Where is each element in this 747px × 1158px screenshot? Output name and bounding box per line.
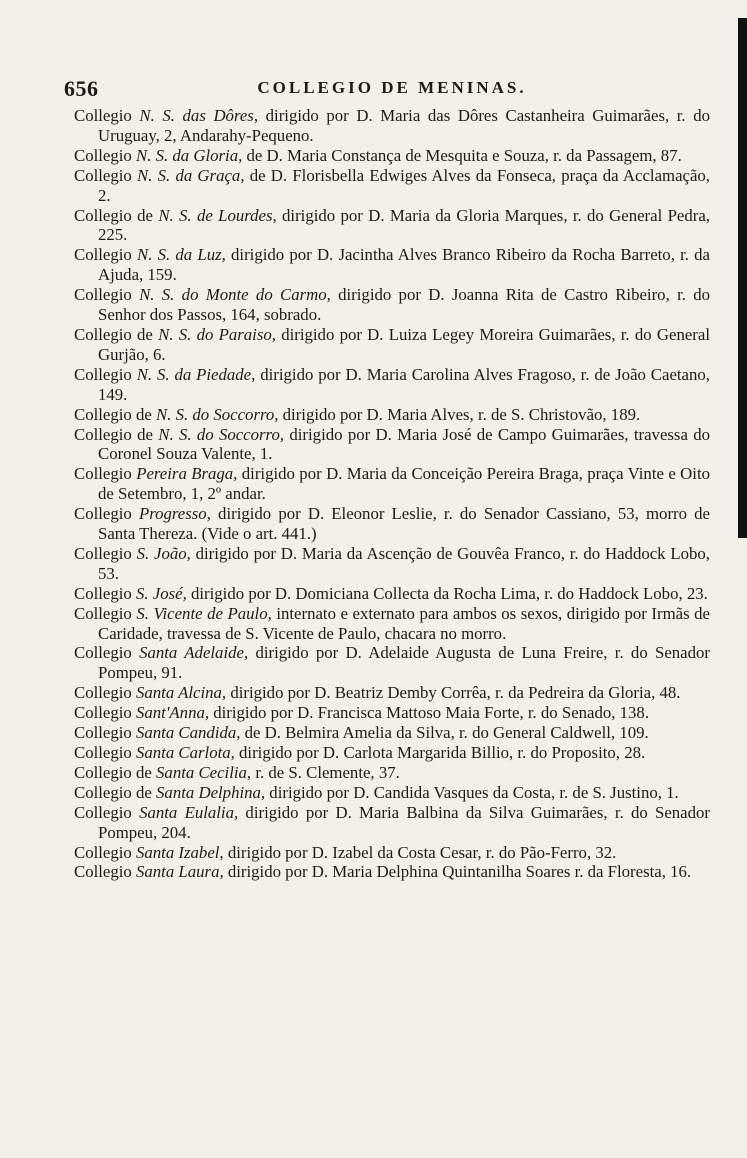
entry-school-name: Pereira Braga, xyxy=(136,464,238,484)
entry-prefix: Collegio xyxy=(74,583,136,603)
entry-prefix: Collegio xyxy=(74,842,136,862)
entry-prefix: Collegio xyxy=(74,543,137,563)
entry-prefix: Collegio xyxy=(74,802,140,822)
entry-details: dirigido por D. Maria da Gloria Marques, r. do General Pedra, 225. xyxy=(98,205,710,245)
entry-school-name: Santa Adelaide, xyxy=(139,643,249,663)
entry-details: dirigido por D. Beatriz Demby Corrêa, r. da Pedreira da Gloria, 48. xyxy=(226,683,681,703)
directory-entry xyxy=(74,285,710,325)
entry-prefix: Collegio xyxy=(74,364,137,384)
entry-details: dirigido por D. Luiza Legey Moreira Guimarães, r. do General Gurjão, 6. xyxy=(98,324,710,364)
entry-school-name: N. S. da Luz, xyxy=(137,245,226,265)
entry-school-name: Santa Cecilia, xyxy=(156,762,252,782)
entry-details: dirigido por D. Carlota Margarida Billio, r. do Proposito, 28. xyxy=(234,743,646,762)
entry-prefix: Collegio de xyxy=(74,782,157,802)
entry-details: de D. Maria Constança de Mesquita e Souza, r. da Passagem, 87. xyxy=(242,145,682,165)
entry-school-name: Santa Alcina, xyxy=(136,683,227,703)
directory-entry xyxy=(74,683,710,703)
entry-prefix: Collegio xyxy=(74,464,137,484)
directory-entry xyxy=(74,544,710,584)
directory-entry xyxy=(74,862,710,882)
directory-entry xyxy=(74,723,710,743)
page-edge-shadow xyxy=(738,18,747,538)
entry-school-name: Santa Eulalia, xyxy=(139,802,239,822)
entry-prefix: Collegio xyxy=(74,504,139,524)
entry-school-name: N. S. da Piedade, xyxy=(136,364,256,384)
entry-details: dirigido por D. Maria da Conceição Pereira Braga, praça Vinte e Oito de Setembro, 1, 2º andar. xyxy=(98,464,710,504)
entry-school-name: S. João, xyxy=(136,543,191,563)
directory-entry xyxy=(74,405,710,425)
entry-prefix: Collegio de xyxy=(74,424,159,444)
entry-prefix: Collegio xyxy=(74,165,138,185)
entry-prefix: Collegio xyxy=(74,106,140,125)
entry-details: dirigido por D. Francisca Mattoso Maia Forte, r. do Senado, 138. xyxy=(209,703,650,723)
directory-entry xyxy=(74,803,710,843)
entry-details: dirigido por D. Domiciana Collecta da Rocha Lima, r. do Haddock Lobo, 23. xyxy=(186,583,708,603)
directory-entry xyxy=(74,146,710,166)
entry-prefix: Collegio xyxy=(74,285,140,305)
directory-entry xyxy=(74,604,710,644)
entry-details: dirigido por D. Maria José de Campo Guimarães, travessa do Coronel Souza Valente, 1. xyxy=(98,424,710,464)
entry-prefix: Collegio de xyxy=(74,324,159,344)
directory-entry xyxy=(74,763,710,783)
entry-prefix: Collegio xyxy=(74,245,138,265)
directory-entry xyxy=(74,643,710,683)
entry-school-name: N. S. da Graça, xyxy=(137,165,245,185)
entry-school-name: Santa Carlota, xyxy=(136,743,235,762)
entry-prefix: Collegio de xyxy=(74,762,157,782)
entry-details: dirigido por D. Maria Delphina Quintanilha Soares r. da Floresta, 16. xyxy=(223,862,692,882)
directory-entry xyxy=(74,166,710,206)
entry-details: dirigido por D. Maria das Dôres Castanheira Guimarães, r. do Uruguay, 2, Andarahy-Pequeno. xyxy=(98,106,710,145)
entry-details: dirigido por D. Candida Vasques da Costa, r. de S. Justino, 1. xyxy=(265,782,679,802)
directory-entry xyxy=(74,365,710,405)
directory-entry xyxy=(74,783,710,803)
entry-details: dirigido por D. Maria Balbina da Silva Guimarães, r. do Senador Pompeu, 204. xyxy=(98,802,710,842)
entry-prefix: Collegio xyxy=(74,683,136,703)
page-header xyxy=(64,72,710,106)
entry-details: internato e externato para ambos os sexos, dirigido por Irmãs de Caridade, travessa de S. Vicente de Paulo, chacara no morro. xyxy=(98,603,710,643)
page-number: 656 xyxy=(64,76,99,101)
entry-details: r. de S. Clemente, 37. xyxy=(251,762,400,782)
entry-prefix: Collegio xyxy=(74,703,136,723)
directory-entry xyxy=(74,584,710,604)
directory-entries xyxy=(74,106,710,882)
entry-school-name: Santa Candida, xyxy=(136,723,241,743)
book-page xyxy=(64,72,711,882)
directory-entry xyxy=(74,703,710,723)
entry-prefix: Collegio xyxy=(74,743,136,762)
entry-school-name: S. José, xyxy=(136,583,187,603)
directory-entry xyxy=(74,504,710,544)
entry-details: dirigido por D. Maria da Ascenção de Gouvêa Franco, r. do Haddock Lobo, 53. xyxy=(98,543,710,583)
entry-prefix: Collegio xyxy=(74,862,136,882)
entry-details: de D. Belmira Amelia da Silva, r. do General Caldwell, 109. xyxy=(240,723,649,743)
entry-school-name: Progresso, xyxy=(138,504,211,524)
entry-school-name: N. S. de Lourdes, xyxy=(158,205,277,225)
directory-entry xyxy=(74,464,710,504)
directory-entry xyxy=(74,425,710,465)
directory-entry xyxy=(74,743,710,763)
entry-prefix: Collegio xyxy=(74,145,136,165)
entry-school-name: Santa Laura, xyxy=(136,862,224,882)
entry-school-name: Santa Delphina, xyxy=(156,782,266,802)
entry-school-name: N. S. do Soccorro, xyxy=(156,404,279,424)
entry-school-name: N. S. das Dôres, xyxy=(139,106,259,125)
entry-details: dirigido por D. Jacintha Alves Branco Ribeiro da Rocha Barreto, r. da Ajuda, 159. xyxy=(98,245,710,285)
directory-entry xyxy=(74,843,710,863)
directory-entry xyxy=(74,325,710,365)
entry-prefix: Collegio de xyxy=(74,205,159,225)
entry-school-name: N. S. do Paraiso, xyxy=(158,324,276,344)
entry-prefix: Collegio xyxy=(74,643,140,663)
entry-details: dirigido por D. Maria Alves, r. de S. Christovão, 189. xyxy=(278,404,641,424)
entry-details: de D. Florisbella Edwiges Alves da Fonseca, praça da Acclamação, 2. xyxy=(98,165,711,205)
directory-entry xyxy=(74,245,710,285)
entry-school-name: N. S. do Monte do Carmo, xyxy=(139,285,331,305)
entry-details: dirigido por D. Maria Carolina Alves Fragoso, r. de João Caetano, 149. xyxy=(98,364,710,404)
entry-school-name: Sant'Anna, xyxy=(136,703,210,723)
entry-prefix: Collegio xyxy=(74,603,137,623)
entry-details: dirigido por D. Joanna Rita de Castro Ribeiro, r. do Senhor dos Passos, 164, sobrado. xyxy=(98,285,711,325)
entry-details: dirigido por D. Izabel da Costa Cesar, r. do Pão-Ferro, 32. xyxy=(223,842,617,862)
running-title: COLLEGIO DE MENINAS. xyxy=(257,78,527,97)
entry-details: dirigido por D. Adelaide Augusta de Luna Freire, r. do Senador Pompeu, 91. xyxy=(98,643,710,683)
entry-details: dirigido por D. Eleonor Leslie, r. do Senador Cassiano, 53, morro de Santa Thereza. (Vide o art. 441.) xyxy=(98,504,711,544)
entry-school-name: S. Vicente de Paulo, xyxy=(136,603,272,623)
entry-school-name: N. S. da Gloria, xyxy=(136,145,243,165)
entry-school-name: Santa Izabel, xyxy=(136,842,224,862)
directory-entry xyxy=(74,106,710,146)
directory-entry xyxy=(74,206,710,246)
entry-prefix: Collegio xyxy=(74,723,136,743)
entry-prefix: Collegio de xyxy=(74,404,157,424)
entry-school-name: N. S. do Soccorro, xyxy=(158,424,285,444)
